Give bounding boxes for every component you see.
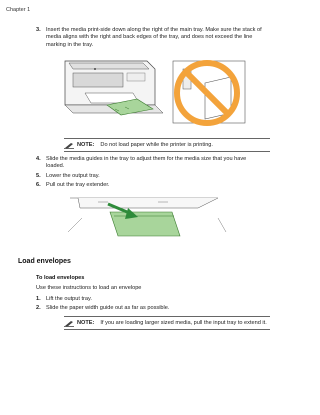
tray-extender-illustration — [68, 192, 228, 244]
step-text: Slide the paper width guide out as far as possible. — [46, 305, 170, 311]
step-text: Lower the output tray. — [46, 173, 100, 179]
step-text: Pull out the tray extender. — [46, 182, 110, 188]
step-number: 3. — [36, 27, 41, 33]
procedure-title: To load envelopes — [36, 275, 85, 281]
note-rule-top — [64, 316, 270, 317]
step-text: Lift the output tray. — [46, 296, 92, 302]
chapter-label: Chapter 1 — [6, 7, 31, 13]
step-text: Slide the media guides in the tray to adjust them for the media size that you have loaded. — [46, 156, 247, 170]
step-number: 1. — [36, 296, 41, 302]
note-pencil-icon — [64, 142, 75, 149]
note-rule-bottom — [64, 151, 270, 152]
note-rule-bottom — [64, 329, 270, 330]
step-number: 5. — [36, 173, 41, 179]
note-label: NOTE: — [77, 320, 95, 326]
step-number: 4. — [36, 156, 41, 162]
note-2 — [77, 320, 267, 326]
section-title: Load envelopes — [18, 258, 71, 265]
tray-extender — [110, 212, 180, 236]
step-number: 2. — [36, 305, 41, 311]
note-1 — [77, 142, 213, 148]
step-4 — [36, 156, 262, 172]
note-text: Do not load paper while the printer is printing. — [100, 142, 213, 148]
procedure-intro: Use these instructions to load an envelope — [36, 285, 142, 291]
note-pencil-icon — [64, 320, 75, 327]
step-number: 6. — [36, 182, 41, 188]
note-rule-top — [64, 138, 270, 139]
step-text: Insert the media print-side down along the right of the main tray. Make sure the stack of media aligns with the right and back edges of the tray, and does not exceed the line marking in the tray. — [46, 27, 262, 48]
note-label: NOTE: — [77, 142, 95, 148]
printer-paper-illustration — [55, 53, 250, 133]
note-text: If you are loading larger sized media, pull the input tray to extend it. — [100, 320, 267, 326]
step-3 — [36, 27, 262, 51]
